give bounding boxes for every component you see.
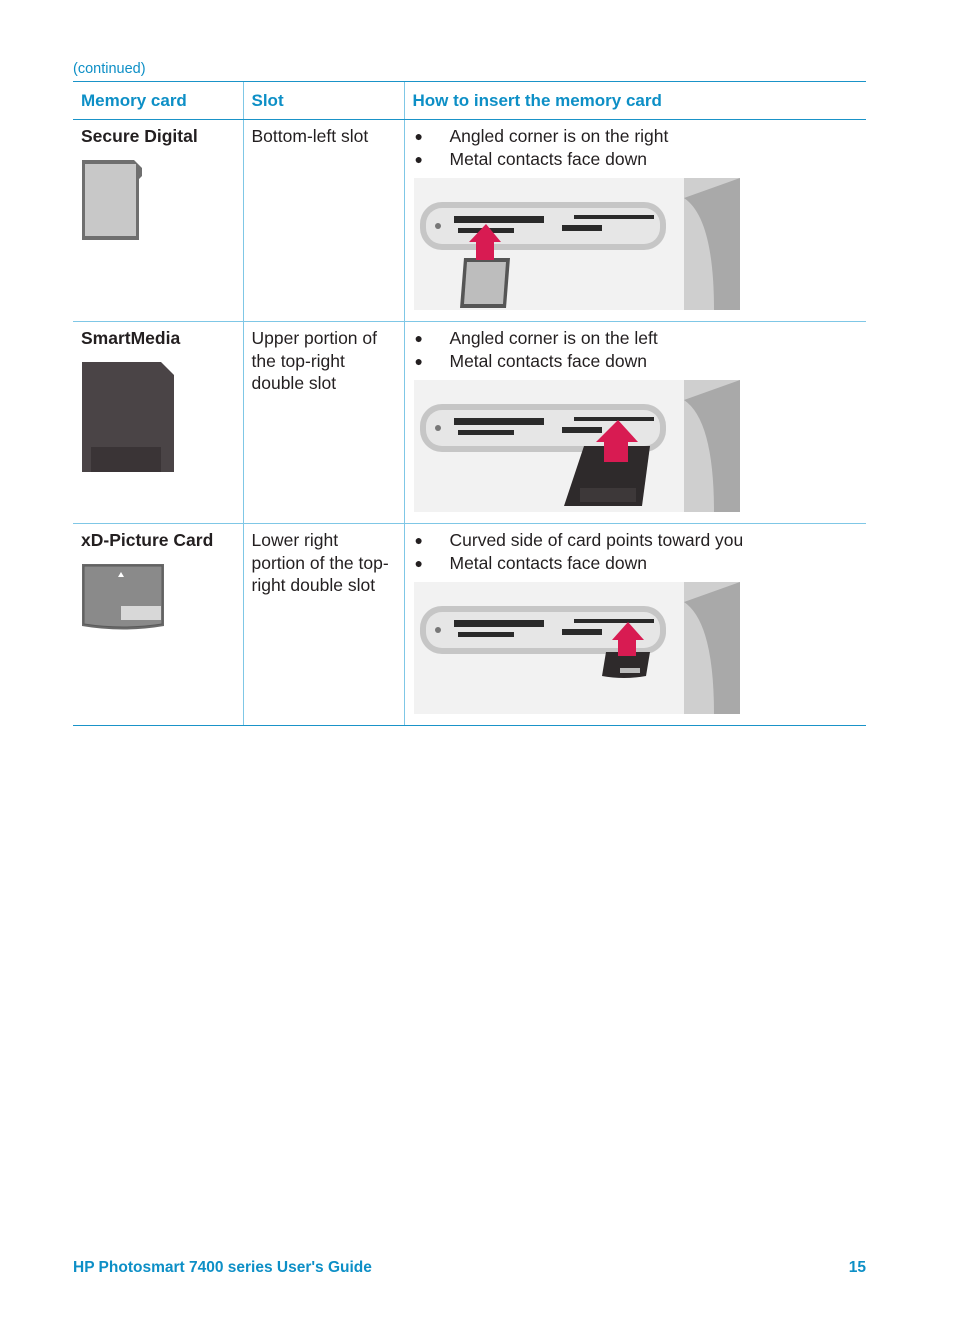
printer-slot-photo-smartmedia (414, 380, 740, 512)
card-cell (73, 322, 243, 524)
printer-slot-photo-sd (414, 178, 740, 310)
list-item: ● Angled corner is on the right (413, 125, 859, 148)
insert-steps (413, 327, 859, 372)
slot-cell: Lower right portion of the top-right double slot (243, 524, 404, 726)
header-slot: Slot (243, 82, 404, 120)
list-item: ● Curved side of card points toward you (413, 529, 859, 552)
list-item: ● Metal contacts face down (413, 350, 859, 373)
card-name: SmartMedia (81, 328, 181, 348)
footer-page-number: 15 (848, 1259, 866, 1276)
table-row (73, 120, 866, 322)
xd-picture-card-icon (81, 563, 165, 631)
list-item: ● Metal contacts face down (413, 148, 859, 171)
footer-guide-title: HP Photosmart 7400 series User's Guide (73, 1259, 372, 1276)
card-name: xD-Picture Card (81, 530, 214, 550)
insert-cell (404, 120, 866, 322)
card-cell (73, 524, 243, 726)
insert-steps (413, 125, 859, 170)
list-item: ● Angled corner is on the left (413, 327, 859, 350)
header-how-to-insert: How to insert the memory card (404, 82, 866, 120)
table-row (73, 524, 866, 726)
insert-cell (404, 524, 866, 726)
table-header-row (73, 82, 866, 120)
table-row (73, 322, 866, 524)
slot-cell: Upper portion of the top-right double slot (243, 322, 404, 524)
card-cell (73, 120, 243, 322)
header-memory-card: Memory card (73, 82, 243, 120)
insert-cell (404, 322, 866, 524)
smartmedia-card-icon (81, 361, 175, 473)
insert-steps (413, 529, 859, 574)
continued-label: (continued) (73, 61, 146, 77)
slot-cell: Bottom-left slot (243, 120, 404, 322)
card-name: Secure Digital (81, 126, 198, 146)
memory-card-table (73, 81, 866, 726)
list-item: ● Metal contacts face down (413, 552, 859, 575)
secure-digital-card-icon (81, 159, 143, 241)
printer-slot-photo-xd (414, 582, 740, 714)
